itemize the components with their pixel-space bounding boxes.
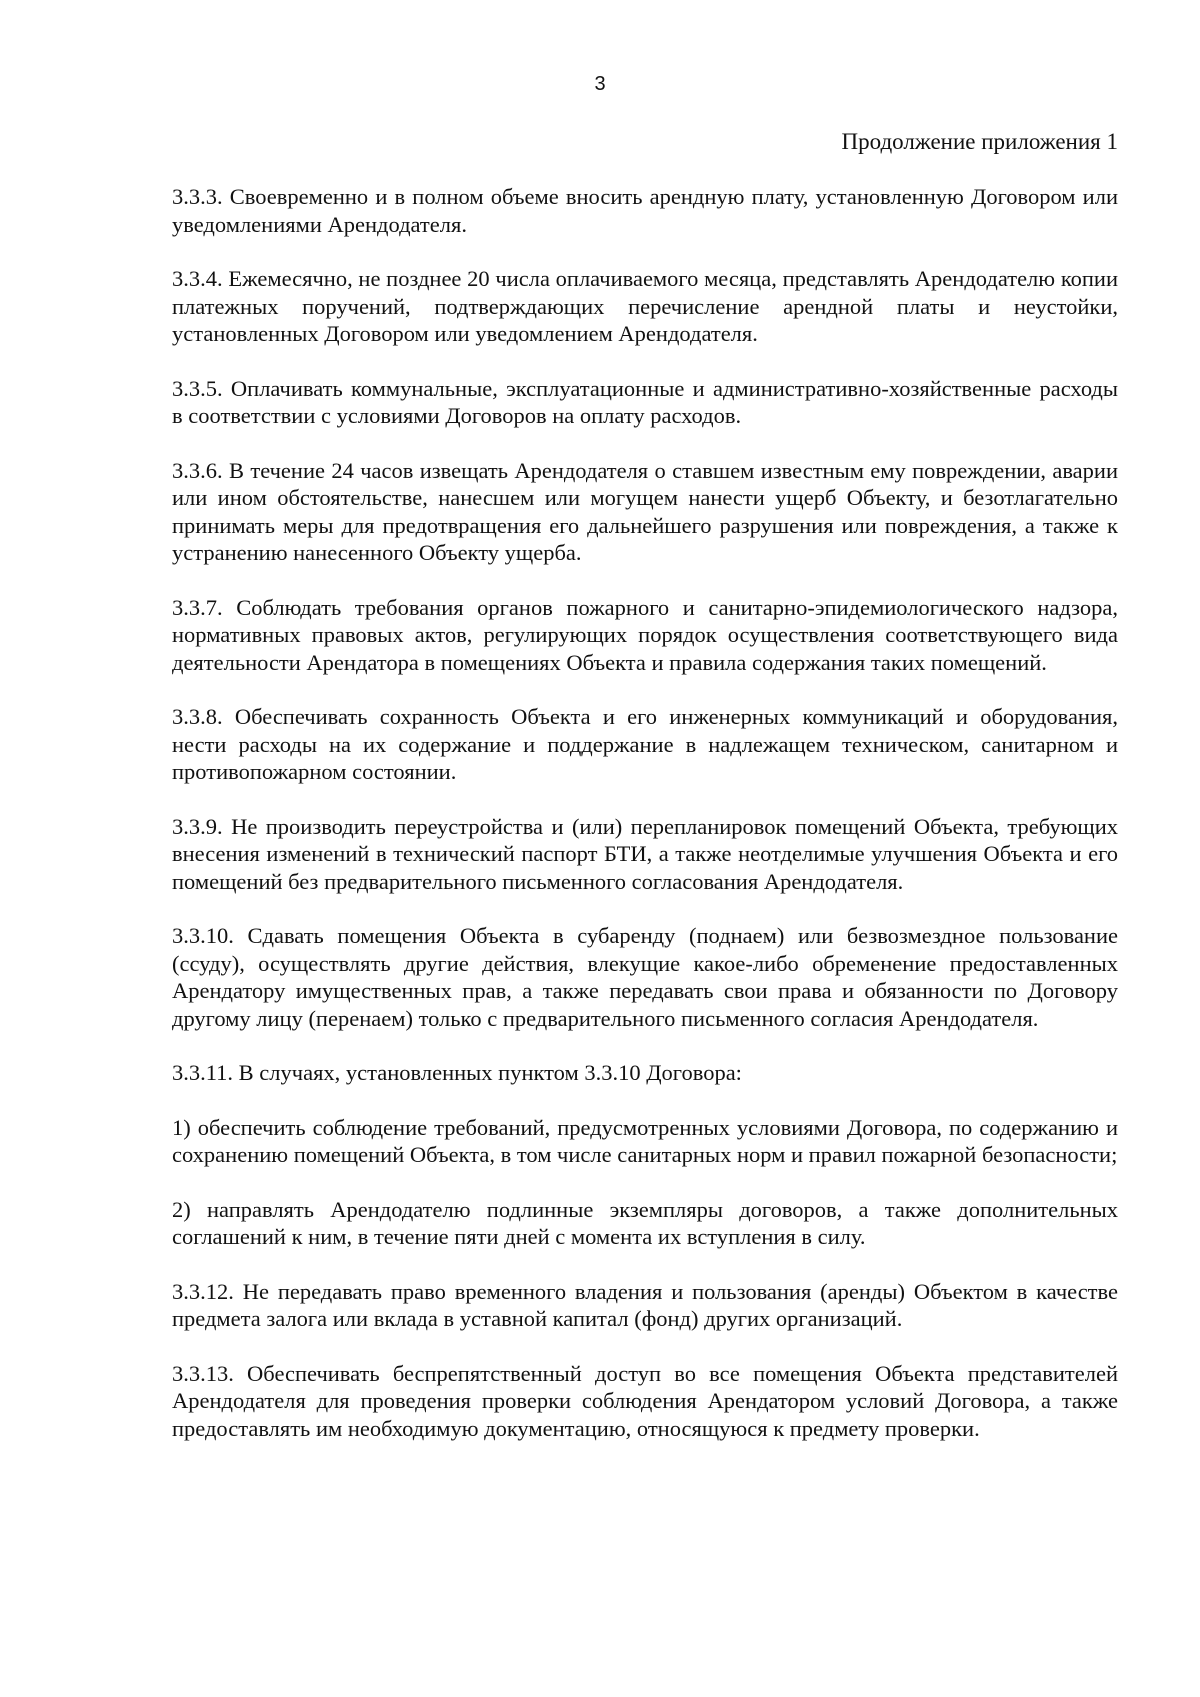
clause-3-3-6: 3.3.6. В течение 24 часов извещать Арендодателя о ставшем известным ему повреждении, аварии или ином обстоятельстве, нанесшем или могущем нанести ущерб Объекту, и безотлагательно принимать меры для предотвращения его дальнейшего разрушения или повреждения, а также к устранению нанесенного Объекту ущерба. <box>172 457 1118 565</box>
clause-3-3-3: 3.3.3. Своевременно и в полном объеме вносить арендную плату, установленную Договором или уведомлениями Арендодателя. <box>172 184 1118 237</box>
clause-3-3-12: 3.3.12. Не передавать право временного владения и пользования (аренды) Объектом в качестве предмета залога или вклада в уставной капитал (фонд) других организаций. <box>172 1278 1118 1331</box>
clause-3-3-10: 3.3.10. Сдавать помещения Объекта в субаренду (поднаем) или безвозмездное пользование (ссуду), осуществлять другие действия, влекущие какое-либо обременение предоставленных Арендатору имущественных прав, а также передавать свои права и обязанности по Договору другому лицу (перенаем) только с предварительного письменного согласия Арендодателя. <box>172 923 1118 1031</box>
clause-3-3-11-item-1: 1) обеспечить соблюдение требований, предусмотренных условиями Договора, по содержанию и сохранению помещений Объекта, в том числе санитарных норм и правил пожарной безопасности; <box>172 1114 1118 1167</box>
clause-3-3-9: 3.3.9. Не производить переустройства и (или) перепланировок помещений Объекта, требующих внесения изменений в технический паспорт БТИ, а также неотделимые улучшения Объекта и его помещений без предварительного письменного согласования Арендодателя. <box>172 813 1118 894</box>
page-number: 3 <box>594 73 606 95</box>
clause-3-3-11-item-2: 2) направлять Арендодателю подлинные экземпляры договоров, а также дополнительных соглашений к ним, в течение пяти дней с момента их вступления в силу. <box>172 1196 1118 1249</box>
clause-3-3-11: 3.3.11. В случаях, установленных пунктом 3.3.10 Договора: <box>172 1060 742 1085</box>
clause-3-3-8: 3.3.8. Обеспечивать сохранность Объекта и его инженерных коммуникаций и оборудования, нести расходы на их содержание и поддержание в надлежащем техническом, санитарном и противопожарном состоянии. <box>172 704 1118 784</box>
appendix-continuation-note: Продолжение приложения 1 <box>841 129 1118 154</box>
clause-3-3-5: 3.3.5. Оплачивать коммунальные, эксплуатационные и административно-хозяйственные расходы в соответствии с условиями Договоров на оплату расходов. <box>172 375 1118 428</box>
document-body <box>172 183 1118 1469</box>
clause-3-3-4: 3.3.4. Ежемесячно, не позднее 20 числа оплачиваемого месяца, представлять Арендодателю копии платежных поручений, подтверждающих перечисление арендной платы и неустойки, установленных Договором или уведомлением Арендодателя. <box>172 266 1118 346</box>
clause-3-3-7: 3.3.7. Соблюдать требования органов пожарного и санитарно-эпидемиологического надзора, нормативных правовых актов, регулирующих порядок осуществления соответствующего вида деятельности Арендатора в помещениях Объекта и правила содержания таких помещений. <box>172 594 1118 675</box>
clause-3-3-13: 3.3.13. Обеспечивать беспрепятственный доступ во все помещения Объекта представителей Арендодателя для проведения проверки соблюдения Арендатором условий Договора, а также предоставлять им необходимую документацию, относящуюся к предмету проверки. <box>172 1360 1118 1441</box>
